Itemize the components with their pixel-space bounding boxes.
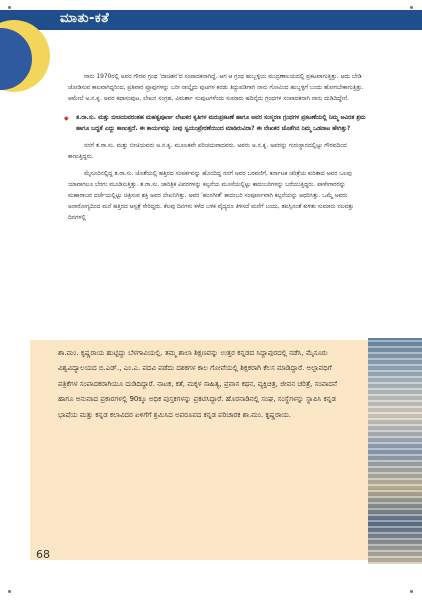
crop-mark bbox=[410, 590, 413, 593]
bookshelf-photo-texture bbox=[368, 338, 422, 564]
paragraph-3: ಮೈಸೂರಿನಲ್ಲಿದ್ದ ತ.ರಾ.ಸು. ಜೊತೆಯಲ್ಲಿ ಹತ್ತಿರದ ಸಂಪರ್ಕವನ್ನು ಹೊಂದಿದ್ದ ನನಗೆ ಅವರ ಬರವಣಿಗೆ, ಕರ್ನಾಟಕ ಚರಿತ್ರೆಯ ಕುರಿತಾದ ಅವರ ಒಲವು ಯಾವಾಗಲೂ ಬೆರಗು ಮೂಡಿಸುತ್ತಿತ್ತು. ತ.ರಾ.ಸು. ಚಾರಿತ್ರಿಕ ವಿವರಗಳನ್ನು ಕಲ್ಪನೆಯ ಮೂಸೆಯಲ್ಲಿಟ್ಟು ಕಾದಂಬರಿಗಳನ್ನು ಬರೆಯುತ್ತಿದ್ದರು. ಪಾಳೇಗಾರರನ್ನು ಮಹಾರಾಜರ ದರ್ಜೆಯಲ್ಲಿಟ್ಟು ಚಿತ್ರಿಸುವ ಶಕ್ತಿ ಅವರ ಲೇಖನಿಗಿತ್ತು. ಅವರ 'ಹಂಸಗೀತೆ' ಕಾದಂಬರಿ ಸಂಪೂರ್ಣವಾಗಿ ಕಲ್ಪನೆಯನ್ನು ಆಧರಿಸಿತ್ತು. ಒಮ್ಮೆ ಅವರು ಅನಾರೋಗ್ಯದಿಂದ ಮನೆ ಹತ್ತಿರದ ಆಸ್ಪತ್ರೆ ಸೇರಿದ್ದರು. ಕೆಲವು ದಿನಗಳು ಕಳೆದ ಬಳಿಕ ವೈದ್ಯರೂ ತಿಳಿಸದೆ ಮನೆಗೆ ಬಂದು, ತಪಸ್ಸಿನಂತೆ ಕುಳಿತು ಸುಮಾರು ನಲವತ್ತು ದಿನಗಳಲ್ಲಿ bbox=[68, 171, 354, 221]
page-number: 68 bbox=[36, 548, 50, 561]
crop-mark bbox=[8, 6, 11, 9]
bio-text: ಶಾ.ಮಂ. ಕೃಷ್ಣರಾಯ ಹುಟ್ಟಿದ್ದು ಬೆಳಗಾವಿಯಲ್ಲಿ. ತಮ್ಮ ಶಾಲಾ ಶಿಕ್ಷಣವನ್ನು ಉತ್ತರ ಕನ್ನಡದ ಸಿದ್ದಾಪುರದಲ್ಲಿ ನಡೆಸಿ, ಮೈಸೂರು ವಿಶ್ವವಿದ್ಯಾಲಯದ ಬಿ.ಎಡ್., ಎಂ.ಎ. ಪದವಿ ಪಡೆದು ದಶಕಗಳ ಕಾಲ ಗೋವೆಯಲ್ಲಿ ಶಿಕ್ಷಕರಾಗಿ ಕೆಲಸ ಮಾಡಿದ್ದಾರೆ. ಅಲ್ಪಾವಧಿಗೆ ಪತ್ರಿಕೆಗಳ ಸಂಪಾದಕರಾಗಿಯೂ ದುಡಿದಿದ್ದಾರೆ. ನಾಟಕ, ಕತೆ, ಮಕ್ಕಳ ಸಾಹಿತ್ಯ, ಪ್ರವಾಸ ಕಥನ, ವ್ಯಕ್ತಿಚಿತ್ರ, ಜೀವನ ಚರಿತ್ರೆ, ಸಂಪಾದನೆ ಹಾಗೂ ಅನುವಾದ ಪ್ರಕಾರಗಳಲ್ಲಿ 90ಕ್ಕೂ ಅಧಿಕ ಪುಸ್ತಕಗಳನ್ನು ಪ್ರಕಟಿಸಿದ್ದಾರೆ. ಹೊರನಾಡಿನಲ್ಲಿ ಸಂಘ, ಸಂಸ್ಥೆಗಳನ್ನು ಸ್ಥಾಪಿಸಿ ಕನ್ನಡ ಭಾಷೆಯ ಮತ್ತು ಕನ್ನಡ ಕಲಾವಿದರ ಏಳಿಗೆಗೆ ಶ್ರಮಿಸಿದ ಅಪರೂಪದ ಕನ್ನಡ ಪರಿಚಾರಕ ಶಾ.ಮಂ. ಕೃಷ್ಣರಾಯ. bbox=[58, 349, 338, 419]
crop-mark bbox=[8, 590, 11, 593]
paragraph-2: ನನಗೆ ತ.ರಾ.ಸು. ಮತ್ತು ಬೀಚಿಯವರು ಅ.ನ.ಕೃ. ಮೂಲಕವೇ ಪರಿಚಯವಾದವರು. ಅವರು ಅ.ನ.ಕೃ. ಅವರನ್ನು ಗುರುಸ್ಥಾನದಲ್ಲಿಟ್ಟು ಗೌರವದಿಂದ ಕಾಣುತ್ತಿದ್ದರು. bbox=[68, 143, 347, 160]
crop-mark bbox=[410, 6, 413, 9]
interview-question: ◆ ತ.ರಾ.ಸು. ಮತ್ತು ಬೀಚಿಯವರಂತಹ ಮಹತ್ವಪೂರ್ಣ ಲೇಖಕರ ಕೃತಿಗಳ ಮರುಪ್ರಕಟಣೆ ಹಾಗೂ ಅವರ ಸಂಸ್ಮರಣ ಗ್ರಂಥಗಳ ಪ್ರಕಟಣೆಯಲ್ಲಿ ನಿಮ್ಮ ಅವಿರತ ಶ್ರಮ ಹಾಗೂ ಬದ್ಧತೆ ಎದ್ದು ಕಾಣುತ್ತದೆ. ಈ ಕಾರ್ಯವನ್ನು ನೀವು ಸ್ವಯಂಪ್ರೇರಣೆಯಿಂದ ಮಾಡಿರುವಿರಾ? ಈ ಲೇಖಕರ ಜೊತೆಗಿನ ನಿಮ್ಮ ಒಡನಾಟ ಹೇಗಿತ್ತು? bbox=[68, 113, 368, 135]
article-body bbox=[68, 72, 368, 230]
section-title: ಮಾತು-ಕತೆ bbox=[60, 11, 110, 26]
paragraph-1: ನಾನು 1970ರಲ್ಲಿ ಅವರ ಗೌರವ ಗ್ರಂಥ 'ದಾಚಿತನ'ದ ಸಂಪಾದಕನಾಗಿದ್ದೆ. ಆಗ ಆ ಗ್ರಂಥ ಹುಬ್ಬಳ್ಳಿಯ ಮುದ್ರಣಾಲಯದಲ್ಲಿ ಪ್ರಕಟವಾಗುತ್ತಿತ್ತು. ಅದು ಬೇಡಿ ಜೋಡಿಸುವ ಕಾಲವಾಗಿದ್ದರಿಂದ, ಪ್ರತಿವಾರ ಪ್ರೂಫುಗಳನ್ನು ಬರೀ ನಾಲ್ಕೈದು ಪುಟಗಳ ಕರಡು ತಿದ್ದುಪಡಿಗಾಗಿ ನಾನು ಗೋವಿಂದ ಹುಬ್ಬಳ್ಳಿಗೆ ಬಂದು ಹೋಗಬೇಕಾಗುತ್ತಿತ್ತು. ಆಮೇಲೆ ಅ.ನ.ಕೃ. ಅವರ ಕಥಾಸಂಪುಟ, ಲೇಖನ ಸಂಗ್ರಹ, ವಿಮರ್ಶಾ ಸಂಪುಟಗಳೆಂದು ಸುಮಾರು ಹದಿನೈದು ಗ್ರಂಥಗಳ ಸಂಪಾದಕನಾಗಿ ನಾನು ದುಡಿದಿದ್ದೇನೆ. bbox=[68, 74, 364, 102]
